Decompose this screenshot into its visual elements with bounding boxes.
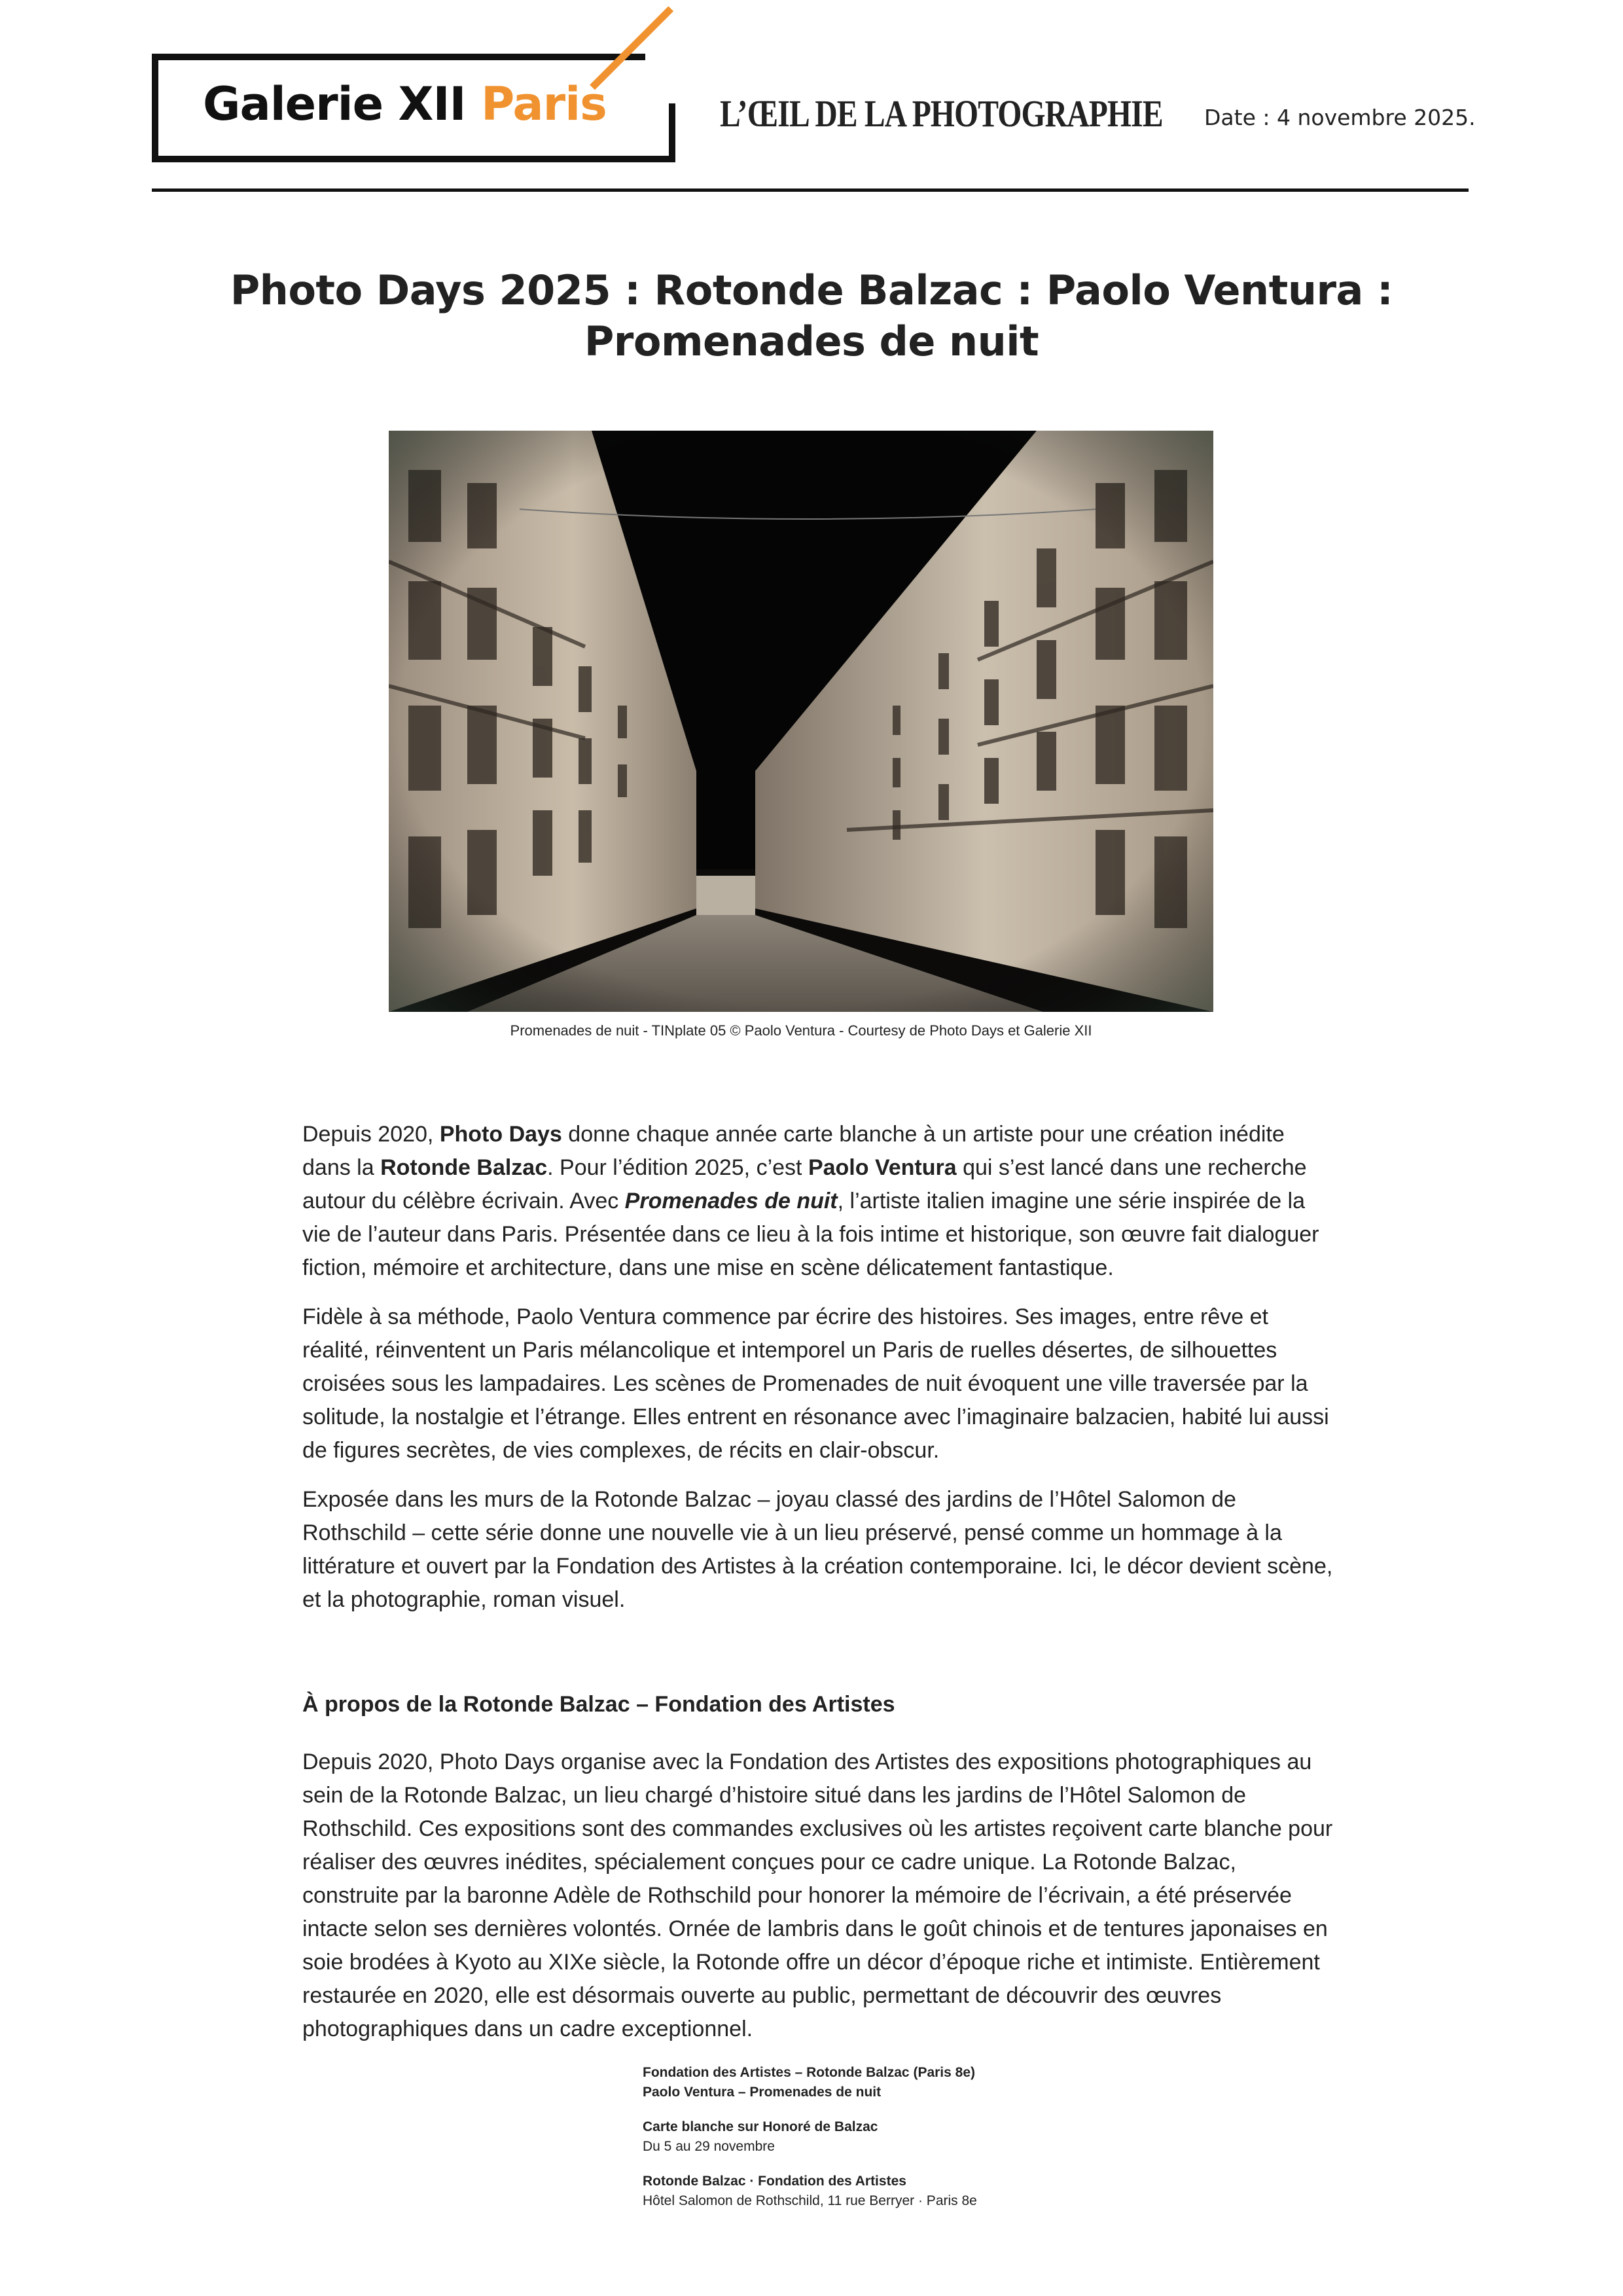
logo-frame-cut (645, 51, 685, 103)
street-photo-illustration (389, 431, 1213, 1012)
intro-series-title: Promenades de nuit (624, 1189, 838, 1213)
paragraph-about (302, 1746, 1336, 2046)
intro-rotonde-balzac: Rotonde Balzac (380, 1155, 548, 1180)
method-text: Fidèle à sa méthode, Paolo Ventura commence par écrire des histoires. Ses images, entre rêve et réalité, réinventent un Paris mélancolique et intemporel un Paris de ruelles désertes, de silhouettes croisées sous les lampadaires. Les scènes de Promenades de nuit évoquent une ville traversée par la solitude, la nostalgie et l’étrange. Elles entrent en résonance avec l’imaginaire balzacien, habité lui aussi de figures secrètes, de vies complexes, de récits en clair-obscur. (302, 1304, 1329, 1463)
article-title (157, 265, 1466, 367)
intro-photo-days: Photo Days (439, 1122, 562, 1147)
publication-date: Date : 4 novembre 2025. (1204, 105, 1476, 130)
info-line-2: Paolo Ventura – Promenades de nuit (643, 2085, 882, 2100)
paragraph-intro (302, 1118, 1336, 1285)
intro-text-g: qui s’est lancé dans une recherche autour du célèbre écrivain. Avec (302, 1155, 1307, 1213)
section-heading: À propos de la Rotonde Balzac – Fondation des Artistes (302, 1692, 895, 1717)
logo-name: Galerie XII (203, 77, 466, 131)
paragraph-method (302, 1300, 1336, 1467)
header-divider (152, 188, 1469, 192)
paragraph-venue (302, 1483, 1336, 1617)
info-line-4: Du 5 au 29 novembre (643, 2139, 775, 2154)
info-line-6: Hôtel Salomon de Rothschild, 11 rue Berryer · Paris 8e (643, 2193, 977, 2208)
logo-city: Paris (480, 77, 607, 131)
intro-text-a: Depuis 2020, (302, 1122, 440, 1147)
info-block-dates (643, 2117, 1101, 2157)
intro-text-i: , l’artiste italien imagine une série inspirée de la vie de l’auteur dans Paris. Présentée dans ce lieu à la fois intime et historique, son œuvre fait dialoguer fiction, mémoire et architecture, dans une mise en scène délicatement fantastique. (302, 1189, 1319, 1280)
intro-text-c: donne chaque année carte blanche à un artiste pour une création inédite dans la (302, 1122, 1285, 1180)
info-line-5: Rotonde Balzac · Fondation des Artistes (643, 2174, 906, 2189)
info-block-address (643, 2172, 1101, 2211)
title-line-1: Photo Days 2025 : Rotonde Balzac : Paolo Ventura : (230, 266, 1393, 314)
publication-masthead: L’ŒIL DE LA PHOTOGRAPHIE (720, 92, 1163, 135)
article-photo (389, 431, 1213, 1012)
intro-text-e: . Pour l’édition 2025, c’est (547, 1155, 808, 1180)
photo-caption: Promenades de nuit - TINplate 05 © Paolo Ventura - Courtesy de Photo Days et Galerie XII (510, 1022, 1092, 1039)
about-text: Depuis 2020, Photo Days organise avec la Fondation des Artistes des expositions photographiques au sein de la Rotonde Balzac, un lieu chargé d’histoire situé dans les jardins de l’Hôtel Salomon de Rothschild. Ces expositions sont des commandes exclusives où les artistes reçoivent carte blanche pour réaliser des œuvres inédites, spécialement conçues pour ce cadre unique. La Rotonde Balzac, construite par la baronne Adèle de Rothschild pour honorer la mémoire de l’écrivain, a été préservée intacte selon ses dernières volontés. Ornée de lambris dans le goût chinois et de tentures japonaises en soie brodées à Kyoto au XIXe siècle, la Rotonde offre un décor d’époque riche et intimiste. Entièrement restaurée en 2020, elle est désormais ouverte au public, permettant de découvrir des œuvres photographiques dans un cadre exceptionnel. (302, 1749, 1333, 2041)
title-line-2: Promenades de nuit (584, 317, 1039, 365)
info-block-venue (643, 2063, 1101, 2102)
info-line-1: Fondation des Artistes – Rotonde Balzac (Paris 8e) (643, 2065, 975, 2080)
intro-paolo-ventura: Paolo Ventura (808, 1155, 957, 1180)
venue-text: Exposée dans les murs de la Rotonde Balzac – joyau classé des jardins de l’Hôtel Salomon de Rothschild – cette série donne une nouvelle vie à un lieu préservé, pensé comme un hommage à la littérature et ouvert par la Fondation des Artistes à la création contemporaine. Ici, le décor devient scène, et la photographie, roman visuel. (302, 1487, 1333, 1612)
gallery-logo (203, 77, 607, 131)
info-line-3: Carte blanche sur Honoré de Balzac (643, 2119, 878, 2134)
